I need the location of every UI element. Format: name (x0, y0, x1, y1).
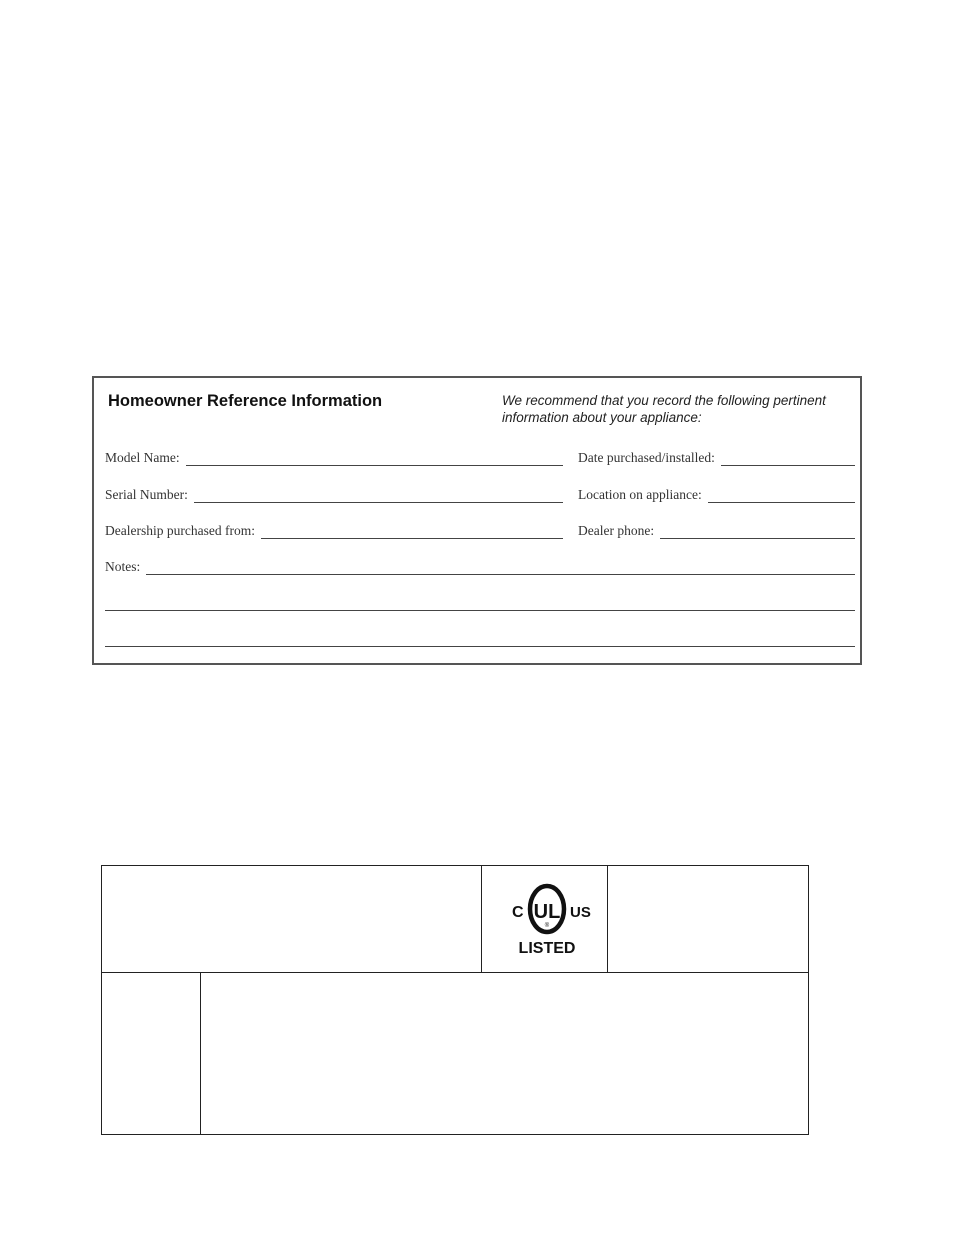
dealer-phone-label: Dealer phone: (578, 523, 655, 538)
serial-number-line[interactable] (194, 490, 563, 503)
dealership-field[interactable] (105, 521, 563, 539)
ul-logo-registered: ® (544, 923, 550, 929)
ul-listed-logo (497, 878, 597, 958)
location-field[interactable] (578, 485, 855, 503)
serial-number-label: Serial Number: (105, 487, 188, 502)
ul-logo-letters: UL (533, 901, 561, 923)
ul-logo-listed: LISTED (518, 940, 576, 957)
table-divider (200, 972, 201, 1134)
table-divider (607, 866, 608, 972)
location-label: Location on appliance: (578, 487, 702, 502)
location-line[interactable] (708, 490, 855, 503)
homeowner-reference-box (92, 376, 862, 665)
table-divider (102, 972, 808, 973)
serial-number-field[interactable] (105, 485, 563, 503)
notes-label: Notes: (105, 559, 141, 574)
notes-field[interactable] (105, 557, 855, 575)
dealer-phone-line[interactable] (660, 526, 855, 539)
reference-note: We recommend that you record the following pertinent information about your appliance: (502, 393, 826, 425)
date-purchased-field[interactable] (578, 448, 855, 466)
model-name-field[interactable] (105, 448, 563, 466)
date-purchased-line[interactable] (721, 453, 855, 466)
dealer-phone-field[interactable] (578, 521, 855, 539)
ul-logo-us: US (570, 904, 591, 921)
model-name-line[interactable] (186, 453, 563, 466)
reference-title: Homeowner Reference Information (108, 392, 383, 410)
ul-logo-c: C (512, 904, 524, 921)
notes-line[interactable] (146, 562, 855, 575)
notes-line-3[interactable] (105, 646, 855, 647)
certification-table (101, 865, 809, 1135)
dealership-label: Dealership purchased from: (105, 523, 255, 538)
date-purchased-label: Date purchased/installed: (578, 450, 715, 465)
model-name-label: Model Name: (105, 450, 180, 465)
notes-line-2[interactable] (105, 610, 855, 611)
table-divider (481, 866, 482, 972)
dealership-line[interactable] (261, 526, 563, 539)
